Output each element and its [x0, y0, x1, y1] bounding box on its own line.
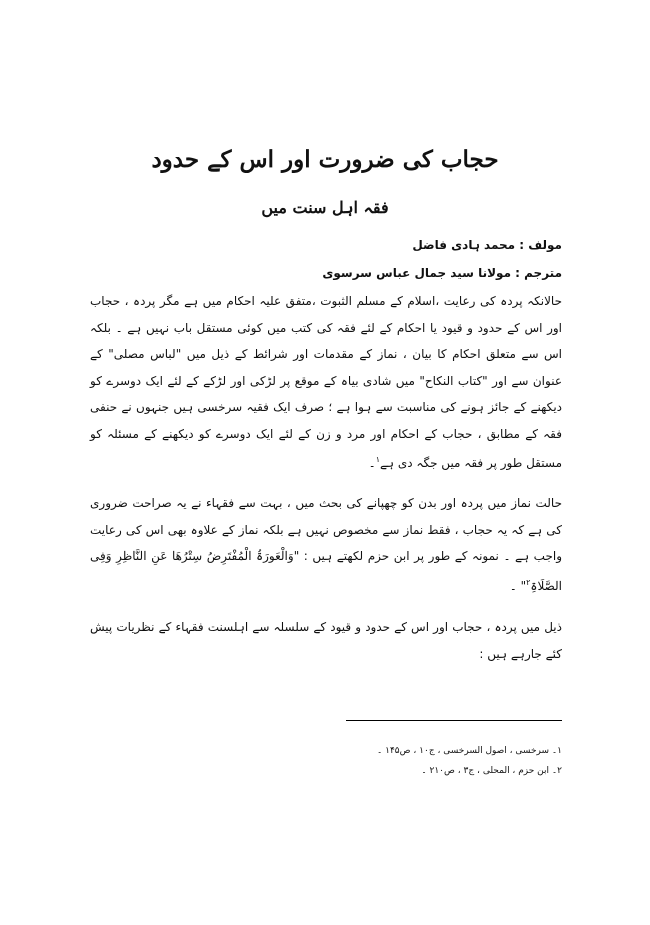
paragraph-2	[90, 490, 562, 599]
author-credit: مولف : محمد ہادی فاضل	[412, 238, 562, 252]
document-title: حجاب کی ضرورت اور اس کے حدود	[151, 146, 499, 173]
paragraph-2-end: " ۔	[509, 578, 527, 593]
footnote-divider	[346, 720, 562, 721]
footnote-2: ۲۔ ابن حزم ، المحلی ، ج۳ ، ص۲۱۰ ۔	[421, 766, 562, 776]
footnote-ref-1: ۱	[375, 455, 380, 464]
paragraph-1	[90, 288, 562, 477]
footnote-ref-2: ۲	[526, 577, 531, 587]
document-subtitle: فقہ اہل سنت میں	[261, 198, 389, 217]
translator-credit: مترجم : مولانا سید جمال عباس سرسوی	[322, 266, 562, 280]
paragraph-3: ذیل میں پردہ ، حجاب اور اس کے حدود و قیود کے سلسلہ سے اہلسنت فقہاء کے نظریات پیش کئے جارہے ہیں :	[90, 620, 562, 661]
arabic-quote: وَالْعَورَۃُ الْمُفْتَرِضُ سِتْرُھَا عَنِ النَّاظِرِ وَفِی الصَّلَاۃِ	[90, 549, 562, 593]
paragraph-2-text: حالت نماز میں پردہ اور بدن کو چھپانے کی بحث میں ، بہت سے فقہاء نے یہ صراحت ضروری کی ہے کہ یہ حجاب ، فقط نماز سے مخصوص نہیں ہے بلکہ نماز کے علاوہ بھی اس کی رعایت واجب ہے ۔ نمونہ کے طور پر ابن حزم لکھتے ہیں : "	[90, 496, 562, 563]
paragraph-1-end: ۔	[368, 456, 376, 470]
footnote-1: ۱۔ سرخسی ، اصول السرخسی ، ج۱۰ ، ص۱۴۵ ۔	[376, 746, 562, 756]
paragraph-1-text: حالانکہ پردہ کی رعایت ،اسلام کے مسلم الثبوت ،متفق علیہ احکام میں ہے مگر پردہ ، حجاب اور اس کے حدود و قیود یا احکام کے لئے فقہ کی کتب میں کوئی مستقل باب نہیں ہے ۔ بلکہ اس سے متعلق احکام کا بیان ، نماز کے مقدمات اور شرائط کے ذیل میں "لباس مصلی" کے عنوان سے اور "کتاب النکاح" میں شادی بیاہ کے موقع پر لڑکی اور لڑکے کے لئے ایک دوسرے کو دیکھنے کے جائز ہونے کی مناسبت سے ہوا ہے ؛ صرف ایک فقیہ سرخسی ہیں جنہوں نے حنفی فقہ کے مطابق ، حجاب کے احکام اور مرد و زن کے لئے ایک دوسرے کو دیکھنے کے مسئلہ کو مستقل طور پر فقہ میں جگہ دی ہے	[90, 294, 562, 470]
